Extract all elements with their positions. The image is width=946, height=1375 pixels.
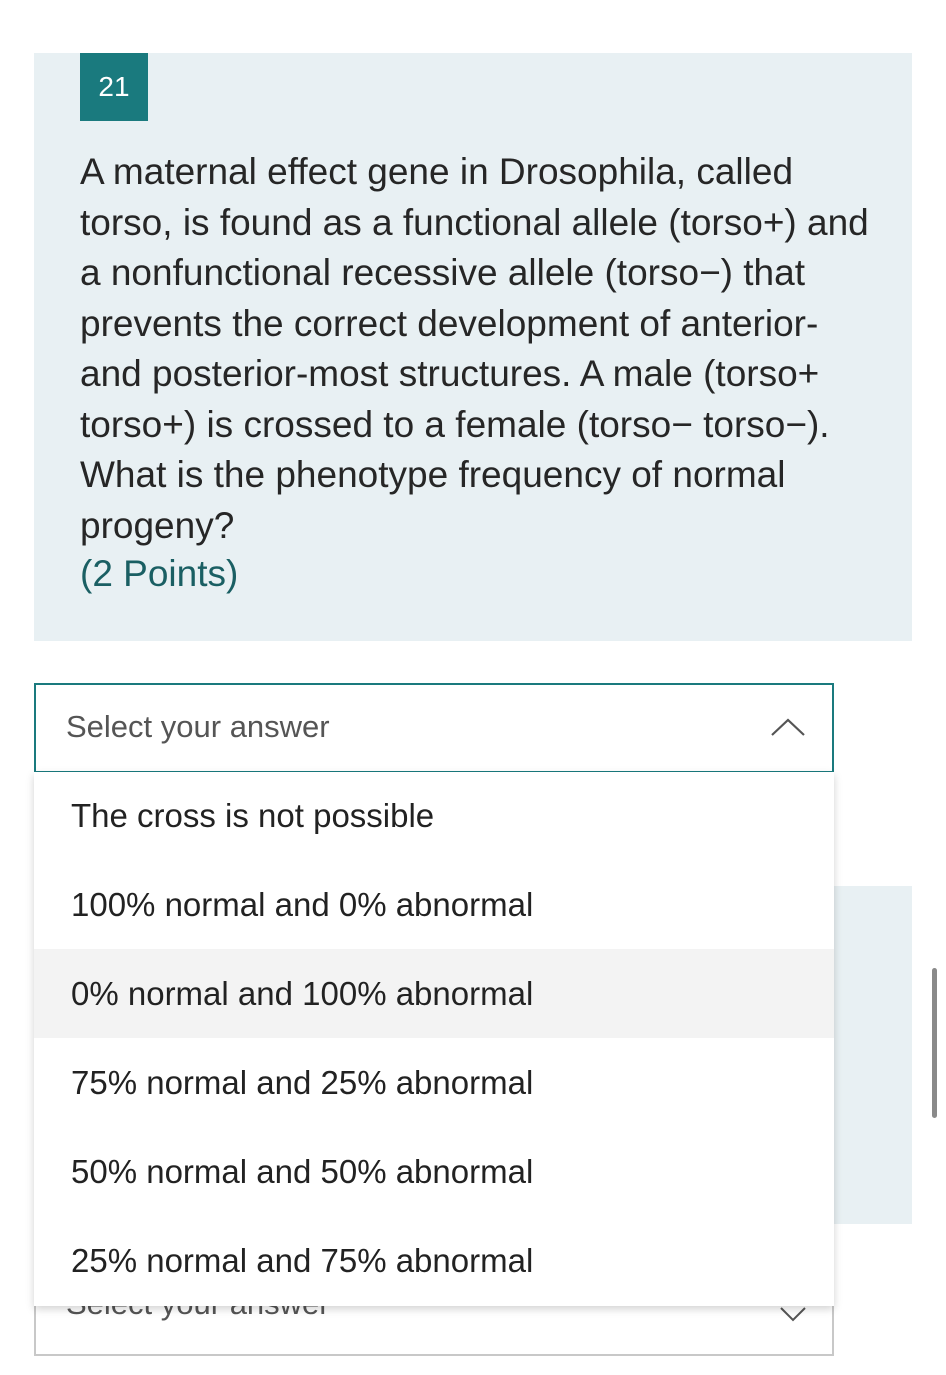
- answer-option[interactable]: 100% normal and 0% abnormal: [71, 886, 534, 923]
- chevron-down-icon[interactable]: [778, 1304, 808, 1324]
- chevron-up-icon[interactable]: [768, 715, 808, 739]
- answer-dropdown-list: [34, 772, 834, 1306]
- answer-select[interactable]: [34, 683, 834, 773]
- answer-option[interactable]: 25% normal and 75% abnormal: [71, 1242, 534, 1279]
- next-question-card: [830, 886, 912, 1224]
- answer-option[interactable]: 75% normal and 25% abnormal: [71, 1064, 534, 1101]
- question-card: [34, 53, 912, 641]
- question-points: (2 Points): [80, 553, 239, 594]
- page-scrollbar[interactable]: [932, 968, 937, 1118]
- answer-option[interactable]: 50% normal and 50% abnormal: [71, 1153, 534, 1190]
- answer-option-hovered[interactable]: 0% normal and 100% abnormal: [34, 949, 834, 1038]
- answer-option[interactable]: The cross is not possible: [71, 797, 435, 834]
- question-text: A maternal effect gene in Drosophila, called torso, is found as a functional allele (torso+) and a nonfunctional recessive allele (torso−) that prevents the correct development of anterior- and posterior-most structures. A male (torso+ torso+) is crossed to a female (torso− torso−). What is the phenotype frequency of normal progeny?: [80, 151, 869, 546]
- answer-select-placeholder: Select your answer: [66, 709, 330, 744]
- question-number-badge: 21: [80, 53, 148, 121]
